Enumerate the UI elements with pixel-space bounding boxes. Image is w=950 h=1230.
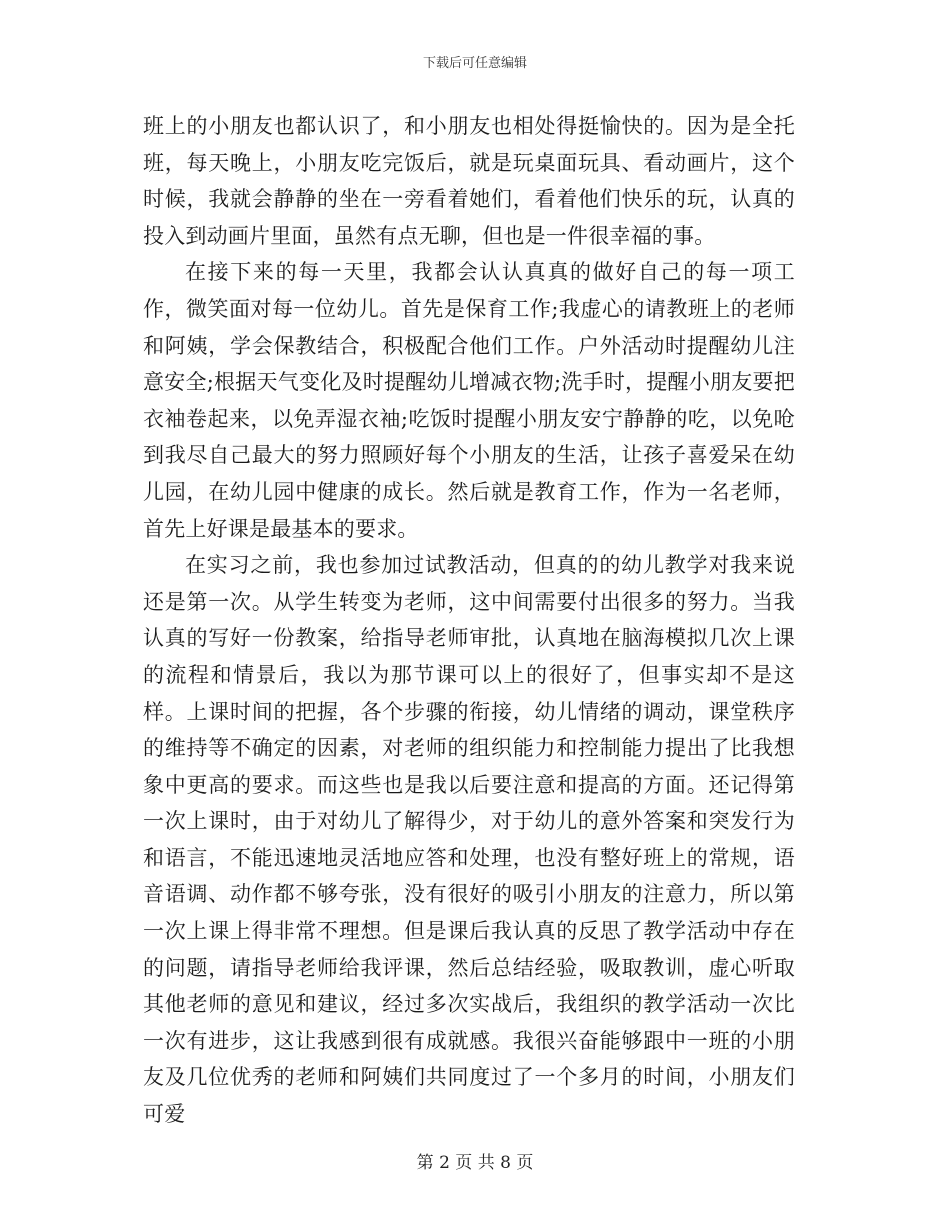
- paragraph-2: 在接下来的每一天里，我都会认认真真的做好自己的每一项工作，微笑面对每一位幼儿。首先是保育工作;我虚心的请教班上的老师和阿姨，学会保教结合，积极配合他们工作。户外活动时提醒幼儿注意安全;根据天气变化及时提醒幼儿增减衣物;洗手时，提醒小朋友要把衣袖卷起来，以免弄湿衣袖;吃饭时提醒小朋友安宁静静的吃，以免呛到我尽自己最大的努力照顾好每个小朋友的生活，让孩子喜爱呆在幼儿园，在幼儿园中健康的成长。然后就是教育工作，作为一名老师，首先上好课是最基本的要求。: [143, 260, 795, 541]
- document-body: [143, 108, 795, 1133]
- paragraph-1: 班上的小朋友也都认识了，和小朋友也相处得挺愉快的。因为是全托班，每天晚上，小朋友吃完饭后，就是玩桌面玩具、看动画片，这个时候，我就会静静的坐在一旁看着她们，看着他们快乐的玩，认真的投入到动画片里面，虽然有点无聊，但也是一件很幸福的事。: [143, 114, 795, 248]
- page-number: 第 2 页 共 8 页: [416, 1153, 534, 1173]
- page-header-note: 下载后可任意编辑: [422, 56, 527, 71]
- paragraph-3: 在实习之前，我也参加过试教活动，但真的的幼儿教学对我来说还是第一次。从学生转变为老师，这中间需要付出很多的努力。当我认真的写好一份教案，给指导老师审批，认真地在脑海模拟几次上课的流程和情景后，我以为那节课可以上的很好了，但事实却不是这样。上课时间的把握，各个步骤的衔接，幼儿情绪的调动，课堂秩序的维持等不确定的因素，对老师的组织能力和控制能力提出了比我想象中更高的要求。而这些也是我以后要注意和提高的方面。还记得第一次上课时，由于对幼儿了解得少，对于幼儿的意外答案和突发行为和语言，不能迅速地灵活地应答和处理，也没有整好班上的常规，语音语调、动作都不够夸张，没有很好的吸引小朋友的注意力，所以第一次上课上得非常不理想。但是课后我认真的反思了教学活动中存在的问题，请指导老师给我评课，然后总结经验，吸取教训，虚心听取其他老师的意见和建议，经过多次实战后，我组织的教学活动一次比一次有进步，这让我感到很有成就感。我很兴奋能够跟中一班的小朋友及几位优秀的老师和阿姨们共同度过了一个多月的时间，小朋友们可爱: [143, 553, 795, 1127]
